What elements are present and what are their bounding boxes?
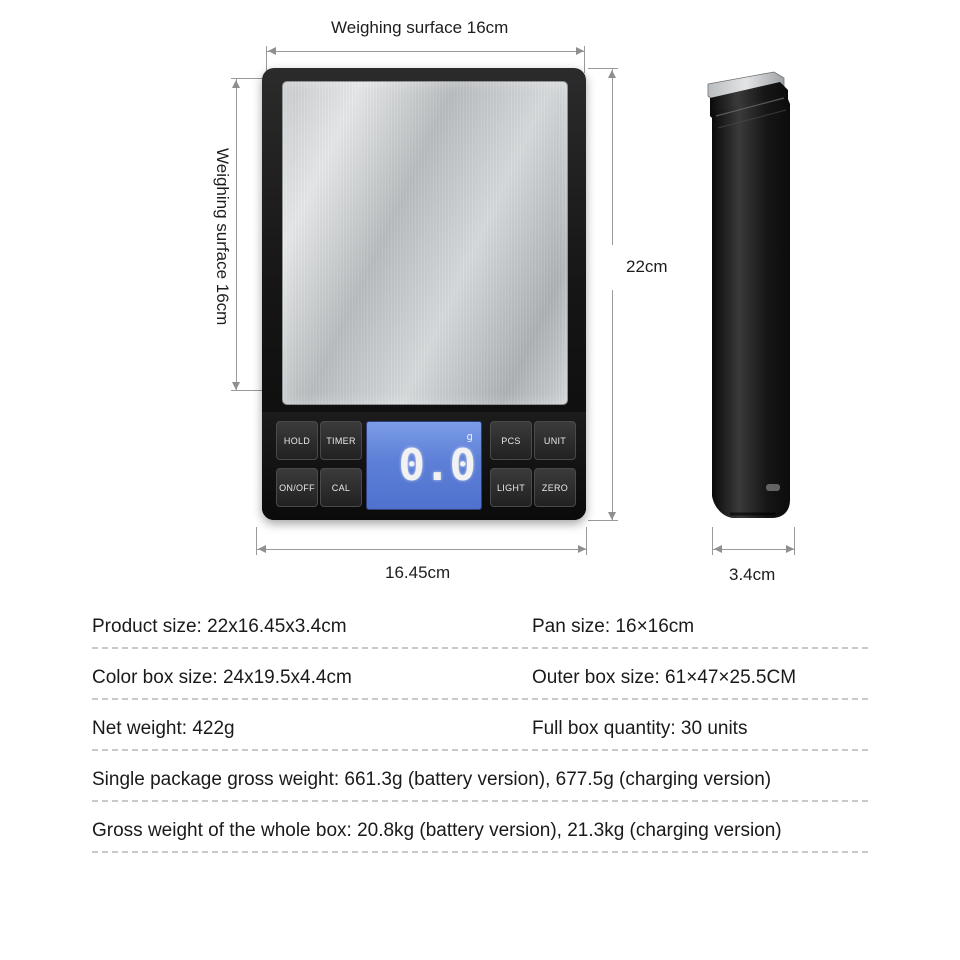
dimension-arrow-right-bottom [608, 512, 616, 520]
dimension-ext-right-bottom [588, 520, 614, 521]
dimension-ext-bottom-left [256, 527, 257, 549]
control-panel [262, 412, 586, 520]
spec-pan-size: Pan size: 16×16cm [532, 616, 695, 637]
dimension-label-right: 22cm [626, 257, 668, 276]
dimension-ext-left-bottom [236, 390, 262, 391]
dimension-label-left: Weighing surface 16cm [213, 148, 232, 326]
spec-net-weight: Net weight: 422g [92, 718, 235, 739]
lcd-display [366, 421, 482, 510]
dimension-arrow-top-left [268, 47, 276, 55]
dimension-ext-bottom-right [586, 527, 587, 549]
button-cal[interactable]: CAL [320, 468, 362, 507]
spec-single-package-gross-weight: Single package gross weight: 661.3g (battery version), 677.5g (charging version) [92, 769, 772, 790]
dimension-ext-side-right [794, 527, 795, 549]
dimension-ext-side-left [712, 527, 713, 549]
scale-side-silhouette [700, 68, 790, 520]
weighing-pan [282, 81, 568, 405]
scale-side-view [700, 68, 790, 520]
dimension-line-right-lower [612, 290, 613, 520]
dimension-arrow-top-right [576, 47, 584, 55]
spec-whole-box-gross-weight: Gross weight of the whole box: 20.8kg (battery version), 21.3kg (charging version) [92, 820, 782, 841]
spec-full-box-quantity: Full box quantity: 30 units [532, 718, 748, 739]
usb-port-icon [766, 484, 780, 491]
button-unit[interactable]: UNIT [534, 421, 576, 460]
table-row [92, 802, 868, 842]
dimension-ext-top-right [584, 51, 585, 73]
dimension-arrow-right-top [608, 70, 616, 78]
button-zero[interactable]: ZERO [534, 468, 576, 507]
dimension-label-side: 3.4cm [729, 565, 776, 584]
table-row [92, 598, 868, 638]
button-light[interactable]: LIGHT [490, 468, 532, 507]
table-row [92, 700, 868, 740]
dimension-arrow-side-left [714, 545, 722, 553]
dimension-label-top: Weighing surface 16cm [331, 18, 509, 37]
button-pcs[interactable]: PCS [490, 421, 532, 460]
dimension-arrow-left-bottom [232, 382, 240, 390]
button-timer[interactable]: TIMER [320, 421, 362, 460]
dimension-ext-left-top [236, 78, 262, 79]
spec-product-size: Product size: 22x16.45x3.4cm [92, 616, 347, 637]
scale-top-view [262, 68, 586, 520]
spec-color-box-size: Color box size: 24x19.5x4.4cm [92, 667, 352, 688]
lcd-unit-label: g [466, 430, 473, 443]
dimension-arrow-bottom-right [578, 545, 586, 553]
dimension-arrow-left-top [232, 80, 240, 88]
dimension-ext-right-top [588, 68, 614, 69]
dimension-line-left [236, 78, 237, 390]
lcd-value: 0.0 [398, 439, 475, 491]
button-hold[interactable]: HOLD [276, 421, 318, 460]
dimension-line-right-upper [612, 68, 613, 245]
dimension-label-bottom: 16.45cm [385, 563, 451, 582]
table-row [92, 649, 868, 689]
button-on-off[interactable]: ON/OFF [276, 468, 318, 507]
dimension-line-top [266, 51, 584, 52]
dimension-line-bottom [256, 549, 586, 550]
dimension-arrow-bottom-left [258, 545, 266, 553]
specification-table [0, 598, 960, 853]
dimension-line-side [712, 549, 794, 550]
spec-outer-box-size: Outer box size: 61×47×25.5CM [532, 667, 797, 688]
divider [92, 851, 868, 853]
table-row [92, 751, 868, 791]
dimension-arrow-side-right [786, 545, 794, 553]
